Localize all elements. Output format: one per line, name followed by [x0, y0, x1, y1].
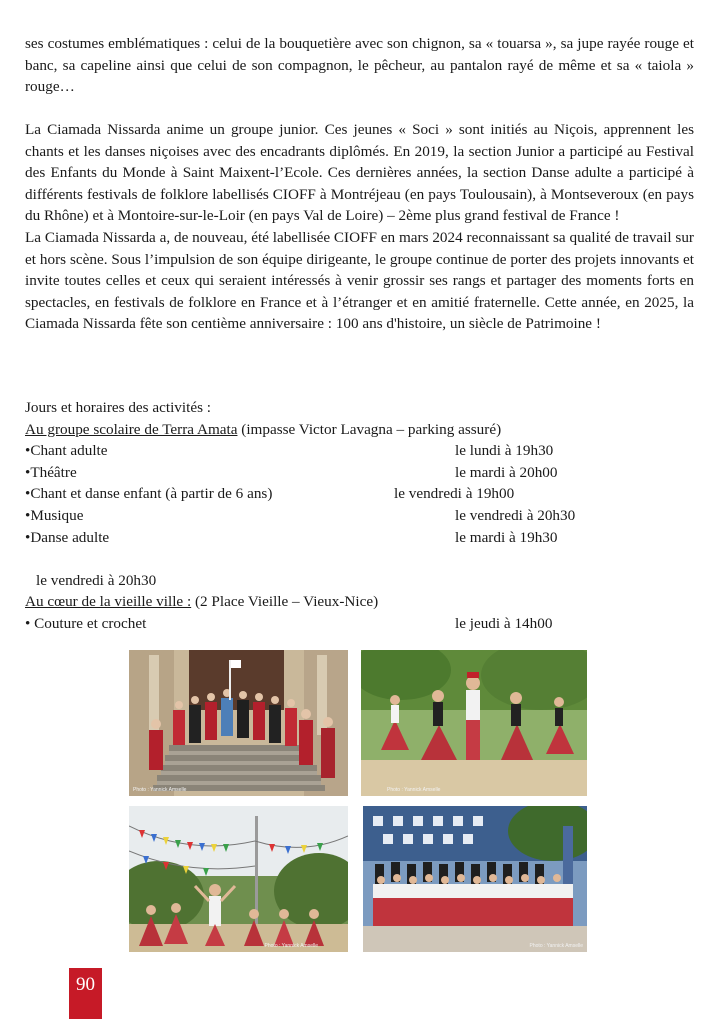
junior-paragraph: La Ciamada Nissarda anime un groupe junior. Ces jeunes « Soci » sont initiés au Niçois, apprennent les chants et les danses niçoises avec des encadrants diplômés. En 2019, la section Junior a participé au Festival des Enfants du Monde à Saint Maixent-l’Ecole. Ces dernières années, la section Danse adulte a participé à différents festivals de folklore labellisés CIOFF à Montréjeau (en pays Toulousain), à Montseveroux (en pays du Rhône) et à Montoire-sur-le-Loir (en pays Val de Loire) – 2ème plus grand festival de France !	[25, 121, 694, 225]
schedule-row	[25, 440, 694, 462]
activity-time: le mardi à 19h30	[455, 528, 558, 546]
vieille-ville-detail: (2 Place Vieille – Vieux-Nice)	[191, 593, 379, 611]
schedule-heading: Jours et horaires des activités :	[25, 399, 211, 416]
activity-time: le lundi à 19h30	[455, 442, 554, 460]
activity-name: • Couture et crochet	[25, 614, 147, 632]
vieille-ville-label: Au cœur de la vieille ville :	[25, 593, 192, 611]
schedule-row	[25, 527, 694, 549]
activity-name: •Danse adulte	[25, 528, 110, 546]
activity-time: le vendredi à 19h00	[394, 485, 515, 503]
schedule-row	[25, 483, 694, 505]
schedule-row	[25, 505, 694, 527]
page-number: 90	[69, 968, 102, 1019]
junior-section	[25, 119, 694, 335]
photo-dancers-outdoors	[361, 650, 587, 796]
photo-group-stage	[363, 806, 587, 952]
schedule-extra-row	[25, 570, 694, 592]
intro-text: ses costumes emblématiques : celui de la bouquetière avec son chignon, sa « touarsa », sa jupe rayée rouge et banc, sa capeline ainsi que celui de son compagnon, le pêcheur, au pantalon rayé de même et sa « taiola » rouge…	[25, 35, 694, 96]
schedule-section	[25, 397, 694, 635]
cioff-paragraph: La Ciamada Nissarda a, de nouveau, été labellisée CIOFF en mars 2024 reconnaissant sa qualité de travail sur et hors scène. Sous l’impulsion de son équipe dirigeante, le groupe continue de porter des projets innovants et invite toutes celles et ceux qui seraient intéressés à venir grossir ses rangs et partager des moments forts en spectacles, en festivals de folklore en France et à l’étranger et en amitié fraternelle. Cette année, en 2025, la Ciamada Nissarda fête son centième anniversaire : 100 ans d'histoire, un siècle de Patrimoine !	[25, 228, 694, 333]
activity-time: le mardi à 20h00	[455, 463, 558, 481]
activity-name: •Théâtre	[25, 463, 77, 481]
terra-amata-label: Au groupe scolaire de Terra Amata	[25, 420, 238, 438]
activity-name: •Musique	[25, 506, 84, 524]
terra-amata-detail: (impasse Victor Lavagna – parking assuré)	[237, 420, 502, 438]
photo-credit: Photo : Yannick Amselle	[133, 787, 187, 793]
photo-credit: Photo : Yannick Amselle	[264, 943, 318, 949]
photo-credit: Photo : Yannick Amselle	[529, 943, 583, 949]
intro-paragraph	[25, 33, 694, 98]
activity-time: le jeudi à 14h00	[455, 614, 553, 632]
photo-church-steps	[129, 650, 348, 796]
photo-credit: Photo : Yannick Amselle	[387, 787, 441, 793]
photo-dancers-bunting	[129, 806, 348, 952]
activity-time: le vendredi à 20h30	[455, 506, 576, 524]
schedule-row	[25, 613, 694, 635]
schedule-row	[25, 462, 694, 484]
activity-name: •Chant et danse enfant (à partir de 6 ans)	[25, 485, 273, 503]
vieille-ville-location	[25, 591, 694, 613]
terra-amata-location	[25, 419, 694, 441]
extra-time: le vendredi à 20h30	[36, 571, 157, 589]
activity-name: •Chant adulte	[25, 442, 108, 460]
